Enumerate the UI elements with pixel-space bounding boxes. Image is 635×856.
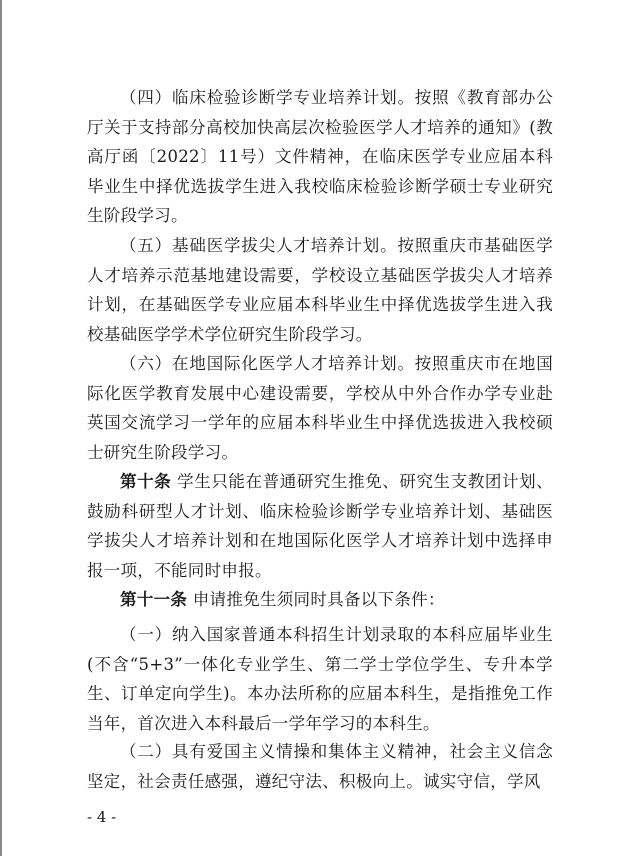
- article-11-title: 第十一条: [120, 590, 188, 609]
- paragraph-item-5-basic-medicine: （五）基础医学拔尖人才培养计划。按照重庆市基础医学人才培养示范基地建设需要，学校设立基础医学拔尖人才培养计划，在基础医学专业应届本科毕业生中择优选拔学生进入我校基础医学学术学位研究生阶段学习。: [87, 236, 553, 344]
- article-11: 第十一条 申请推免生须同时具备以下条件：: [120, 590, 445, 609]
- article-10-title: 第十条: [120, 472, 172, 491]
- article-10: 第十条 学生只能在普通研究生推免、研究生支教团计划、鼓励科研型人才计划、临床检验诊断学专业培养计划、基础医学拔尖人才培养计划和在地国际化医学人才培养计划中选择申报一项，不能同时申报。: [87, 472, 553, 580]
- paragraph-item-6-international: （六）在地国际化医学人才培养计划。按照重庆市在地国际化医学教育发展中心建设需要，学校从中外合作办学专业赴英国交流学习一学年的应届本科毕业生中择优选拔进入我校硕士研究生阶段学习。: [87, 354, 553, 462]
- page-number: - 4 -: [87, 808, 117, 826]
- paragraph-item-4-clinical-lab: （四）临床检验诊断学专业培养计划。按照《教育部办公厅关于支持部分高校加快高层次检验医学人才培养的通知》(教高厅函〔2022〕11号）文件精神，在临床医学专业应届本科毕业生中择优选拔学生进入我校临床检验诊断学硕士专业研究生阶段学习。: [87, 88, 553, 225]
- condition-item-1: （一）纳入国家普通本科招生计划录取的本科应届毕业生(不含“5+3”一体化专业学生、第二学士学位学生、专升本学生、订单定向学生)。本办法所称的应届本科生，是指推免工作当年，首次进入本科最后一学年学习的本科生。: [87, 625, 553, 733]
- condition-item-2: （二）具有爱国主义情操和集体主义精神，社会主义信念坚定，社会责任感强，遵纪守法、积极向上。诚实守信，学风: [87, 742, 553, 791]
